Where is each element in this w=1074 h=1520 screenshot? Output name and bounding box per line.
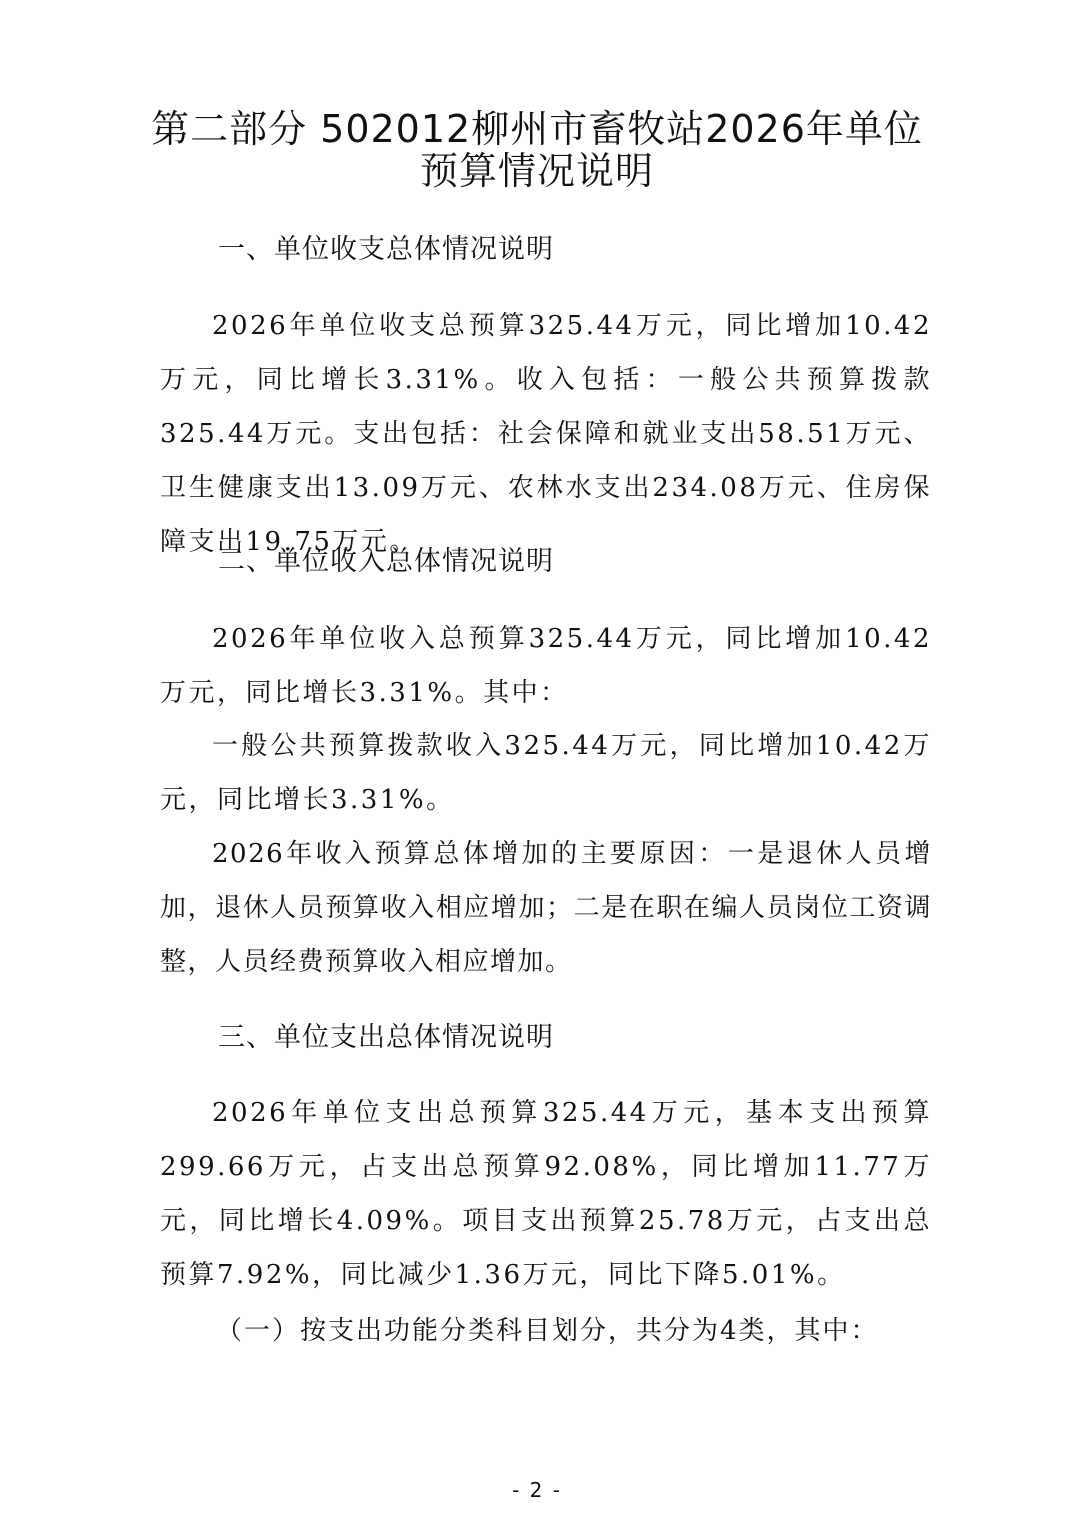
section-3-paragraph-2: （一）按支出功能分类科目划分，共分为4类，其中：: [216, 1316, 879, 1346]
section-3-paragraph-1: 2026年单位支出总预算325.44万元，基本支出预算299.66万元，占支出总预算92.08%，同比增加11.77万元，同比增长4.09%。项目支出预算25.78万元，占支出总预算7.92%，同比减少1.36万元，同比下降5.01%。: [160, 1098, 932, 1290]
page-number: - 2 -: [512, 1478, 562, 1502]
section-2-paragraph-2: 一般公共预算拨款收入325.44万元，同比增加10.42万元，同比增长3.31%。: [160, 731, 932, 815]
document-title-line-2: 预算情况说明: [419, 149, 654, 193]
section-1-paragraph-1: 2026年单位收支总预算325.44万元，同比增加10.42万元，同比增长3.31%。收入包括：一般公共预算拨款325.44万元。支出包括：社会保障和就业支出58.51万元、卫生健康支出13.09万元、农林水支出234.08万元、住房保障支出19.75万元。: [160, 311, 932, 557]
document-title-line-1: 第二部分 502012柳州市畜牧站2026年单位: [151, 107, 923, 151]
section-2-heading: 二、单位收入总体情况说明: [218, 546, 554, 577]
section-3-heading: 三、单位支出总体情况说明: [218, 1022, 554, 1053]
section-2-paragraph-1: 2026年单位收入总预算325.44万元，同比增加10.42万元，同比增长3.31%。其中：: [160, 624, 932, 708]
section-1-heading: 一、单位收支总体情况说明: [218, 234, 554, 265]
section-2-paragraph-3: 2026年收入预算总体增加的主要原因：一是退休人员增加，退休人员预算收入相应增加；二是在职在编人员岗位工资调整，人员经费预算收入相应增加。: [160, 839, 932, 977]
